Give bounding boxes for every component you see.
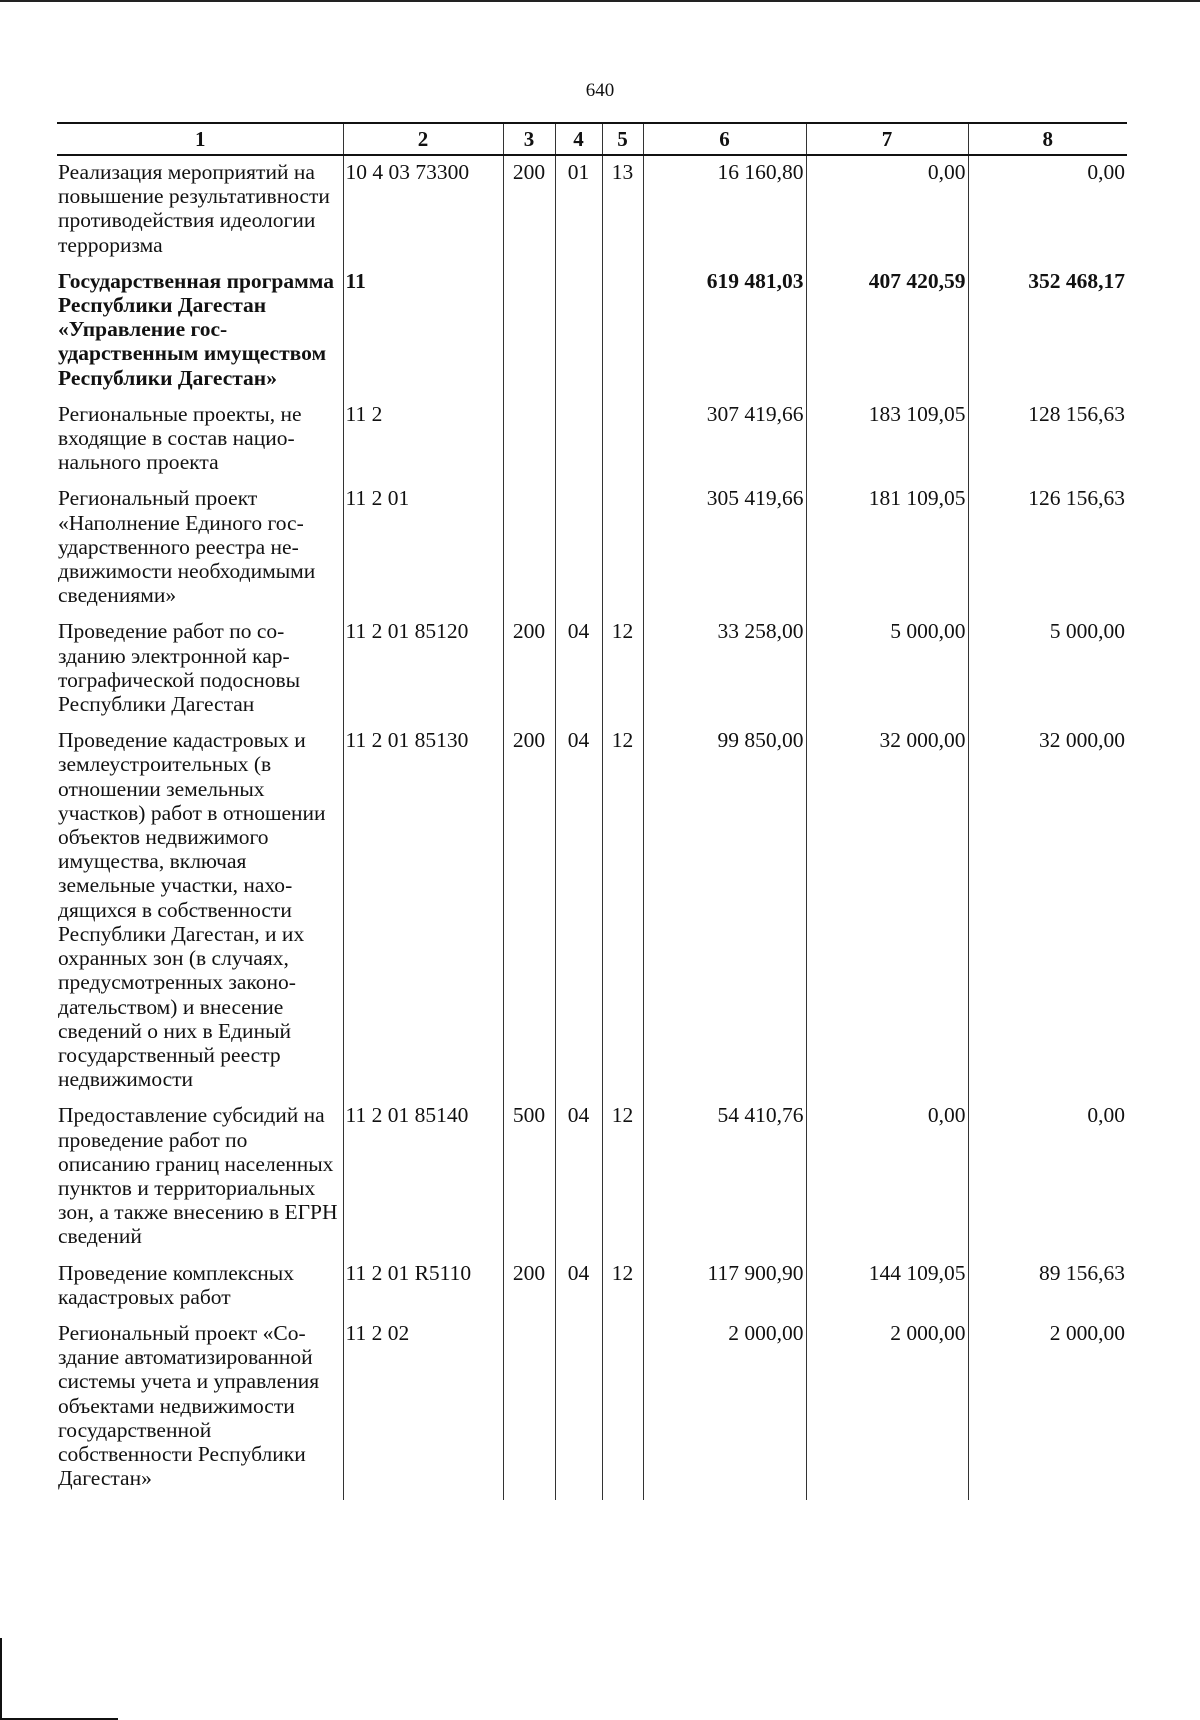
row-amount-8: 126 156,63: [968, 484, 1127, 617]
row-amount-6: 619 481,03: [643, 267, 806, 400]
row-section: 04: [555, 617, 602, 726]
row-amount-7: 32 000,00: [806, 726, 968, 1101]
row-expense-type: [503, 400, 555, 485]
column-header-6: 6: [643, 123, 806, 155]
row-name: Региональный проект «Создание автоматизированной системы учета и управления объектами недвижимости государственной собственности Республики Дагестан»: [58, 1320, 320, 1491]
row-code: 11 2 01: [343, 484, 503, 617]
row-code: 11 2 01 85140: [343, 1101, 503, 1258]
row-subsection: [602, 484, 643, 617]
table-row: [57, 1101, 1127, 1258]
row-name: Проведение комплексных кадастровых работ: [58, 1260, 294, 1309]
row-amount-6: 16 160,80: [643, 155, 806, 267]
column-header-2: 2: [343, 123, 503, 155]
table-row: [57, 155, 1127, 267]
row-subsection: 12: [602, 617, 643, 726]
row-amount-8: 128 156,63: [968, 400, 1127, 485]
page-number: 640: [585, 80, 615, 101]
row-code: 11: [343, 267, 503, 400]
row-amount-6: 99 850,00: [643, 726, 806, 1101]
row-expense-type: 200: [503, 617, 555, 726]
row-name: Региональные проекты, не входящие в состав национального проекта: [58, 401, 302, 475]
row-code: 10 4 03 73300: [343, 155, 503, 267]
row-name: Проведение работ по созданию электронной картографической подосновы Республики Дагестан: [58, 619, 301, 717]
row-name: Проведение кадастровых и землеустроительных (в отношении земельных участков) работ в отношении объектов недвижимого имущества, включая земельные участки, находящихся в собственности Республики Дагестан, и их охранных зон (в случаях, предусмотренных законодательством) и внесение сведений о них в Единый государственный реестр недвижимости: [58, 728, 326, 1092]
table-header-row: [57, 123, 1127, 155]
row-expense-type: 200: [503, 1259, 555, 1319]
column-header-8: 8: [968, 123, 1127, 155]
column-header-7: 7: [806, 123, 968, 155]
row-name: Реализация мероприятий на повышение результативности противодействия идеологии терроризма: [58, 160, 330, 257]
row-section: 04: [555, 1259, 602, 1319]
row-amount-6: 2 000,00: [643, 1319, 806, 1500]
table-row: [57, 484, 1127, 617]
row-expense-type: 200: [503, 726, 555, 1101]
row-subsection: 13: [602, 155, 643, 267]
row-section: 04: [555, 726, 602, 1101]
row-amount-6: 305 419,66: [643, 484, 806, 617]
page-top-border: [0, 0, 1200, 2]
row-subsection: 12: [602, 1101, 643, 1258]
row-subsection: [602, 400, 643, 485]
column-header-5: 5: [602, 123, 643, 155]
row-amount-6: 33 258,00: [643, 617, 806, 726]
row-subsection: 12: [602, 726, 643, 1101]
row-amount-7: 144 109,05: [806, 1259, 968, 1319]
row-amount-8: 0,00: [968, 1101, 1127, 1258]
row-section: [555, 1319, 602, 1500]
table-row: [57, 1259, 1127, 1319]
row-amount-6: 117 900,90: [643, 1259, 806, 1319]
column-header-3: 3: [503, 123, 555, 155]
row-amount-8: 5 000,00: [968, 617, 1127, 726]
column-header-4: 4: [555, 123, 602, 155]
row-amount-7: 5 000,00: [806, 617, 968, 726]
row-code: 11 2: [343, 400, 503, 485]
row-amount-8: 352 468,17: [968, 267, 1127, 400]
row-section: [555, 400, 602, 485]
scan-corner-mark: [0, 1638, 2, 1720]
row-amount-8: 89 156,63: [968, 1259, 1127, 1319]
row-amount-8: 0,00: [968, 155, 1127, 267]
row-amount-6: 307 419,66: [643, 400, 806, 485]
row-expense-type: [503, 484, 555, 617]
row-section: 04: [555, 1101, 602, 1258]
row-name: Предоставление субсидий на проведение работ по описанию границ населенных пунктов и территориальных зон, а также внесению в ЕГРН сведений: [58, 1103, 338, 1249]
table-row: [57, 726, 1127, 1101]
row-expense-type: 200: [503, 155, 555, 267]
row-code: 11 2 01 85120: [343, 617, 503, 726]
table-row: [57, 400, 1127, 485]
row-amount-7: 0,00: [806, 1101, 968, 1258]
row-section: 01: [555, 155, 602, 267]
row-amount-7: 183 109,05: [806, 400, 968, 485]
row-code: 11 2 01 R5110: [343, 1259, 503, 1319]
row-expense-type: 500: [503, 1101, 555, 1258]
row-code: 11 2 02: [343, 1319, 503, 1500]
row-amount-8: 2 000,00: [968, 1319, 1127, 1500]
row-code: 11 2 01 85130: [343, 726, 503, 1101]
row-name: Региональный проект «Наполнение Единого государственного реестра недвижимости необходимыми сведениями»: [58, 486, 316, 608]
row-expense-type: [503, 267, 555, 400]
table-row: [57, 267, 1127, 400]
row-section: [555, 484, 602, 617]
budget-table: [57, 122, 1127, 1500]
column-header-1: 1: [57, 123, 343, 155]
row-amount-7: 181 109,05: [806, 484, 968, 617]
row-section: [555, 267, 602, 400]
row-name: Государственная программа Республики Дагестан «Управление государственным имуществом Республики Дагестан»: [58, 268, 335, 390]
row-amount-6: 54 410,76: [643, 1101, 806, 1258]
row-amount-7: 0,00: [806, 155, 968, 267]
table-row: [57, 1319, 1127, 1500]
table-row: [57, 617, 1127, 726]
row-amount-7: 407 420,59: [806, 267, 968, 400]
row-expense-type: [503, 1319, 555, 1500]
row-amount-8: 32 000,00: [968, 726, 1127, 1101]
row-subsection: [602, 1319, 643, 1500]
row-amount-7: 2 000,00: [806, 1319, 968, 1500]
row-subsection: [602, 267, 643, 400]
row-subsection: 12: [602, 1259, 643, 1319]
